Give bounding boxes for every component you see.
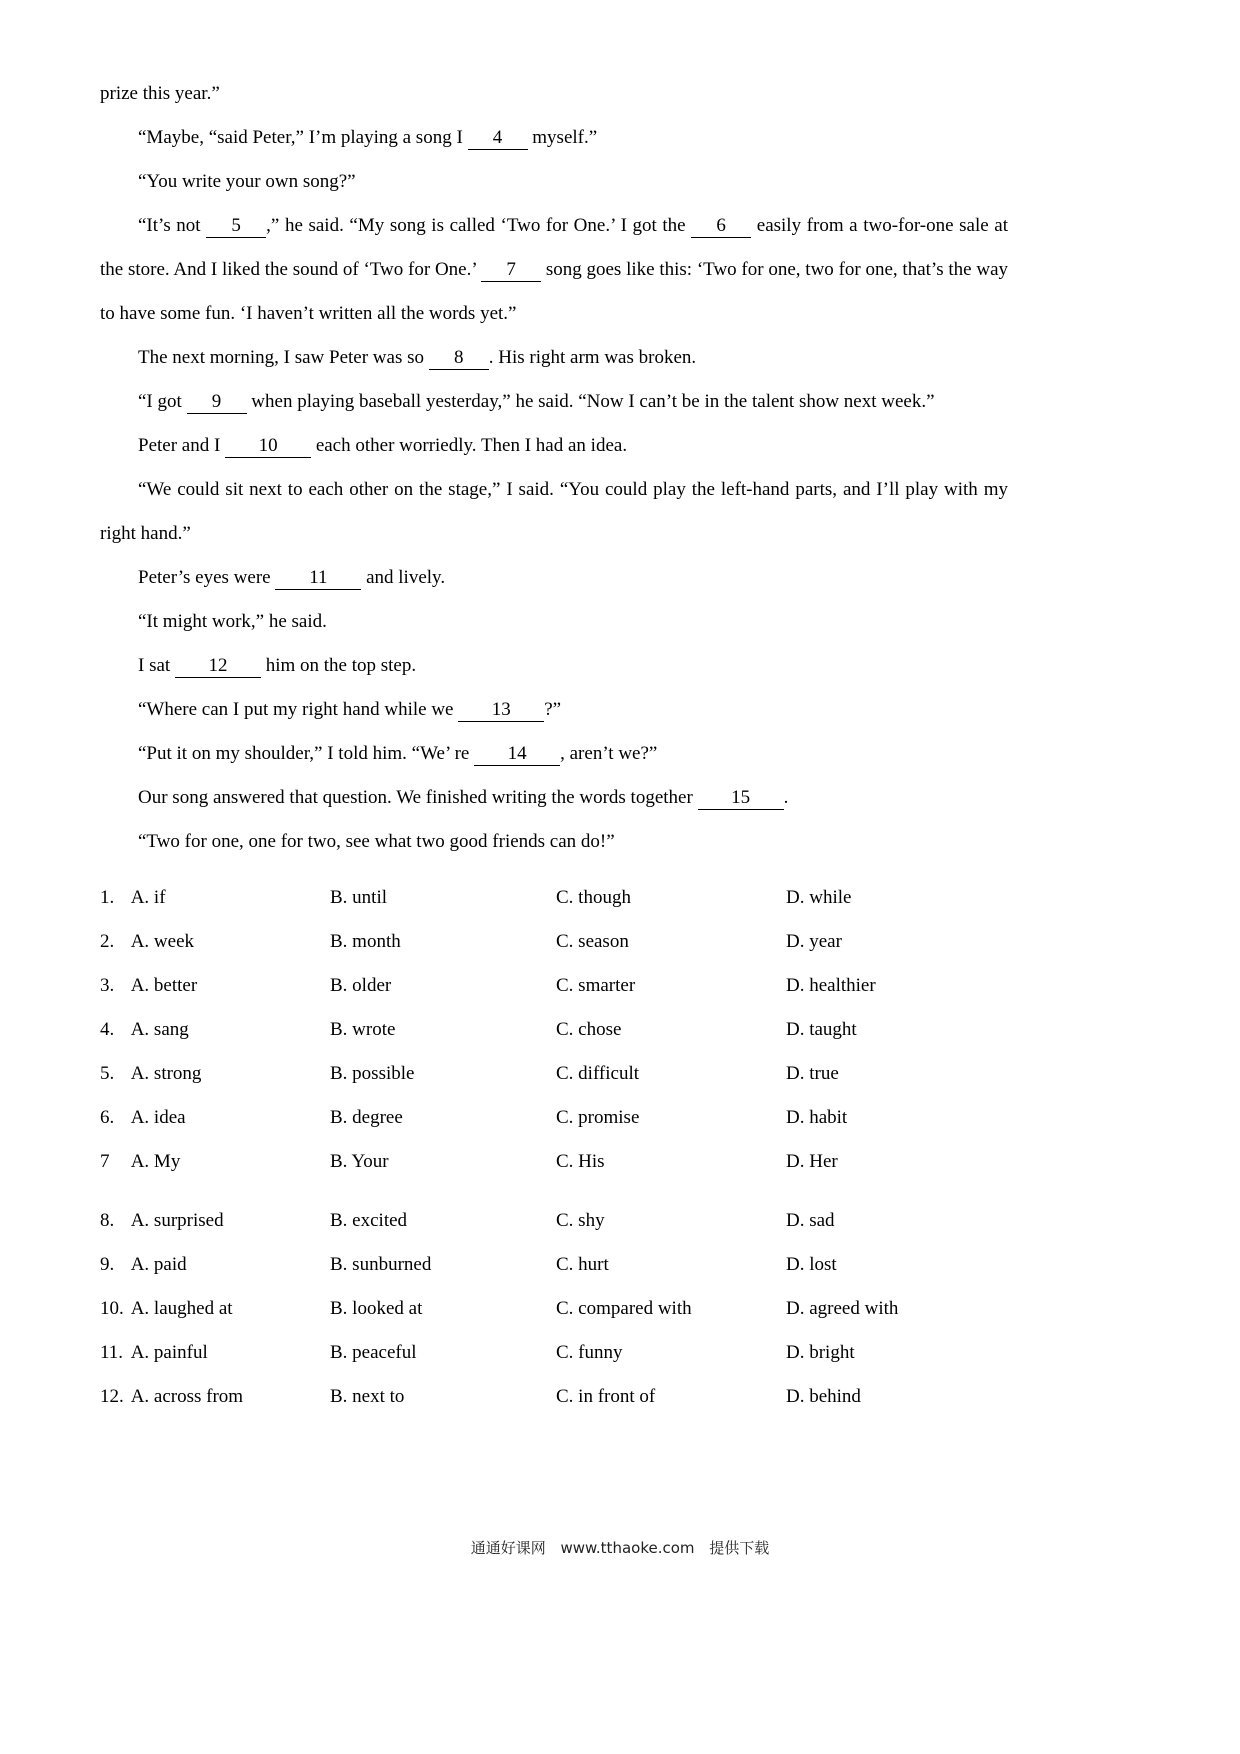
- question-number: 5.: [100, 1063, 115, 1084]
- cloze-blank-9: 9: [187, 391, 247, 414]
- passage-text: “I got: [138, 391, 187, 412]
- option-c: C. promise: [556, 1107, 640, 1128]
- passage-paragraph: [100, 116, 1008, 160]
- option-c: C. shy: [556, 1210, 605, 1231]
- option-d: D. year: [786, 931, 842, 952]
- options-row-10: [100, 1287, 1008, 1331]
- option-b: B. possible: [330, 1063, 415, 1084]
- passage-paragraph: [100, 204, 1008, 336]
- cloze-blank-13: 13: [458, 699, 544, 722]
- cloze-blank-7: 7: [481, 259, 541, 282]
- option-d: D. agreed with: [786, 1298, 899, 1319]
- cloze-blank-8: 8: [429, 347, 489, 370]
- option-b: B. wrote: [330, 1019, 396, 1040]
- footer-site-name: 通通好课网: [470, 1539, 546, 1557]
- passage-paragraph: [100, 776, 1008, 820]
- option-b: B. next to: [330, 1386, 405, 1407]
- options-row-9: [100, 1243, 1008, 1287]
- option-a: [100, 1199, 330, 1243]
- option-d: D. healthier: [786, 975, 876, 996]
- passage-paragraph: [100, 732, 1008, 776]
- passage-text: .: [783, 787, 789, 808]
- passage-paragraph: [100, 468, 1008, 556]
- question-number: 10.: [100, 1298, 124, 1319]
- passage-text: “You write your own song?”: [138, 171, 356, 192]
- question-number: 4.: [100, 1019, 115, 1040]
- option-b: B. Your: [330, 1151, 389, 1172]
- option-a: [100, 1096, 330, 1140]
- option-c: C. His: [556, 1151, 605, 1172]
- passage-paragraph: [100, 644, 1008, 688]
- question-number: 8.: [100, 1210, 115, 1231]
- passage-paragraph: [100, 72, 1008, 116]
- question-number: 2.: [100, 931, 115, 952]
- passage-paragraph: [100, 600, 1008, 644]
- option-d: D. bright: [786, 1342, 855, 1363]
- options-row-1: [100, 876, 1008, 920]
- option-b: B. looked at: [330, 1298, 423, 1319]
- passage-text: The next morning, I saw Peter was so: [138, 347, 429, 368]
- options-row-2: [100, 920, 1008, 964]
- cloze-blank-15: 15: [698, 787, 784, 810]
- option-a: [100, 1052, 330, 1096]
- option-a-text: A. paid: [127, 1254, 187, 1275]
- options-row-11: [100, 1331, 1008, 1375]
- cloze-blank-14: 14: [474, 743, 560, 766]
- options-row-8: [100, 1199, 1008, 1243]
- option-d: D. taught: [786, 1019, 857, 1040]
- option-a: [100, 1331, 330, 1375]
- cloze-blank-12: 12: [175, 655, 261, 678]
- option-d: D. lost: [786, 1254, 837, 1275]
- cloze-blank-4: 4: [468, 127, 528, 150]
- passage-text: “Put it on my shoulder,” I told him. “We’ re: [138, 743, 475, 764]
- option-a: [100, 1287, 330, 1331]
- passage-text: easily from a two-for-one sale at the store. And I liked the sound of ‘Two for One.’: [100, 215, 1008, 280]
- passage-text: Our song answered that question. We finished writing the words together: [138, 787, 698, 808]
- passage-paragraph: [100, 820, 1008, 864]
- cloze-blank-11: 11: [275, 567, 361, 590]
- option-b: B. excited: [330, 1210, 408, 1231]
- passage-text: “We could sit next to each other on the stage,” I said. “You could play the left-hand parts, and I’ll play with my right hand.”: [100, 479, 1008, 544]
- question-number: 1.: [100, 887, 115, 908]
- passage-text: “It might work,” he said.: [138, 611, 327, 632]
- option-c: C. chose: [556, 1019, 622, 1040]
- options-row-5: [100, 1052, 1008, 1096]
- cloze-passage: [100, 72, 1008, 864]
- passage-text: myself.”: [527, 127, 598, 148]
- option-d: D. sad: [786, 1210, 835, 1231]
- option-c: C. in front of: [556, 1386, 656, 1407]
- passage-paragraph: [100, 380, 1008, 424]
- option-b: B. month: [330, 931, 401, 952]
- passage-paragraph: [100, 688, 1008, 732]
- option-d: D. while: [786, 887, 852, 908]
- option-b: B. peaceful: [330, 1342, 417, 1363]
- option-c: C. smarter: [556, 975, 636, 996]
- option-b: B. sunburned: [330, 1254, 432, 1275]
- option-a: [100, 1008, 330, 1052]
- option-a-text: A. if: [127, 887, 166, 908]
- passage-paragraph: [100, 160, 1008, 204]
- option-c: C. though: [556, 887, 631, 908]
- option-a-text: A. strong: [127, 1063, 202, 1084]
- passage-paragraph: [100, 424, 1008, 468]
- passage-text: ?”: [544, 699, 562, 720]
- options-row-7: [100, 1140, 1008, 1184]
- option-a-text: A. across from: [127, 1386, 244, 1407]
- options-table: [100, 876, 1008, 1419]
- option-d: D. habit: [786, 1107, 848, 1128]
- option-c: C. hurt: [556, 1254, 609, 1275]
- passage-text: prize this year.”: [100, 83, 220, 104]
- option-b: B. degree: [330, 1107, 403, 1128]
- question-number: 6.: [100, 1107, 115, 1128]
- page-footer: [0, 1537, 1240, 1558]
- option-a-text: A. laughed at: [127, 1298, 233, 1319]
- option-d: D. Her: [786, 1151, 838, 1172]
- passage-text: . His right arm was broken.: [488, 347, 697, 368]
- option-c: C. season: [556, 931, 629, 952]
- option-a-text: A. week: [127, 931, 195, 952]
- option-a-text: A. surprised: [127, 1210, 224, 1231]
- options-row-4: [100, 1008, 1008, 1052]
- option-c: C. funny: [556, 1342, 623, 1363]
- question-number: 9.: [100, 1254, 115, 1275]
- passage-text: each other worriedly. Then I had an idea.: [311, 435, 628, 456]
- option-a-text: A. better: [127, 975, 198, 996]
- cloze-blank-6: 6: [691, 215, 751, 238]
- passage-text: song goes like this: ‘Two for one, two for one, that’s the way to have some fun. ‘I haven’t written all the words yet.”: [100, 259, 1008, 324]
- option-a-text: A. idea: [127, 1107, 186, 1128]
- passage-text: Peter and I: [138, 435, 226, 456]
- passage-text: Peter’s eyes were: [138, 567, 276, 588]
- passage-text: I sat: [138, 655, 175, 676]
- passage-text: when playing baseball yesterday,” he said. “Now I can’t be in the talent show next week.”: [246, 391, 935, 412]
- cloze-blank-5: 5: [206, 215, 266, 238]
- option-a-text: A. painful: [127, 1342, 208, 1363]
- options-row-3: [100, 964, 1008, 1008]
- passage-text: “Two for one, one for two, see what two good friends can do!”: [138, 831, 615, 852]
- option-a: [100, 920, 330, 964]
- option-c: C. difficult: [556, 1063, 640, 1084]
- question-number: 12.: [100, 1386, 124, 1407]
- cloze-blank-10: 10: [225, 435, 311, 458]
- question-number: 11.: [100, 1342, 124, 1363]
- passage-paragraph: [100, 336, 1008, 380]
- footer-note: 提供下载: [709, 1539, 770, 1557]
- option-a-text: A. My: [127, 1151, 181, 1172]
- option-d: D. true: [786, 1063, 839, 1084]
- passage-paragraph: [100, 556, 1008, 600]
- options-row-12: [100, 1375, 1008, 1419]
- passage-text: “Where can I put my right hand while we: [138, 699, 459, 720]
- option-c: C. compared with: [556, 1298, 692, 1319]
- passage-text: and lively.: [361, 567, 446, 588]
- option-a: [100, 1375, 330, 1419]
- option-b: B. older: [330, 975, 392, 996]
- option-a: [100, 1140, 330, 1184]
- passage-text: , aren’t we?”: [560, 743, 658, 764]
- passage-text: “It’s not: [138, 215, 207, 236]
- option-d: D. behind: [786, 1386, 861, 1407]
- option-a: [100, 876, 330, 920]
- option-a: [100, 1243, 330, 1287]
- question-number: 7: [100, 1151, 110, 1172]
- option-a: [100, 964, 330, 1008]
- question-number: 3.: [100, 975, 115, 996]
- passage-text: him on the top step.: [260, 655, 417, 676]
- footer-url: www.tthaoke.com: [560, 1539, 695, 1557]
- option-a-text: A. sang: [127, 1019, 189, 1040]
- passage-text: “Maybe, “said Peter,” I’m playing a song I: [138, 127, 468, 148]
- passage-text: ,” he said. “My song is called ‘Two for One.’ I got the: [266, 215, 692, 236]
- options-row-6: [100, 1096, 1008, 1140]
- option-b: B. until: [330, 887, 388, 908]
